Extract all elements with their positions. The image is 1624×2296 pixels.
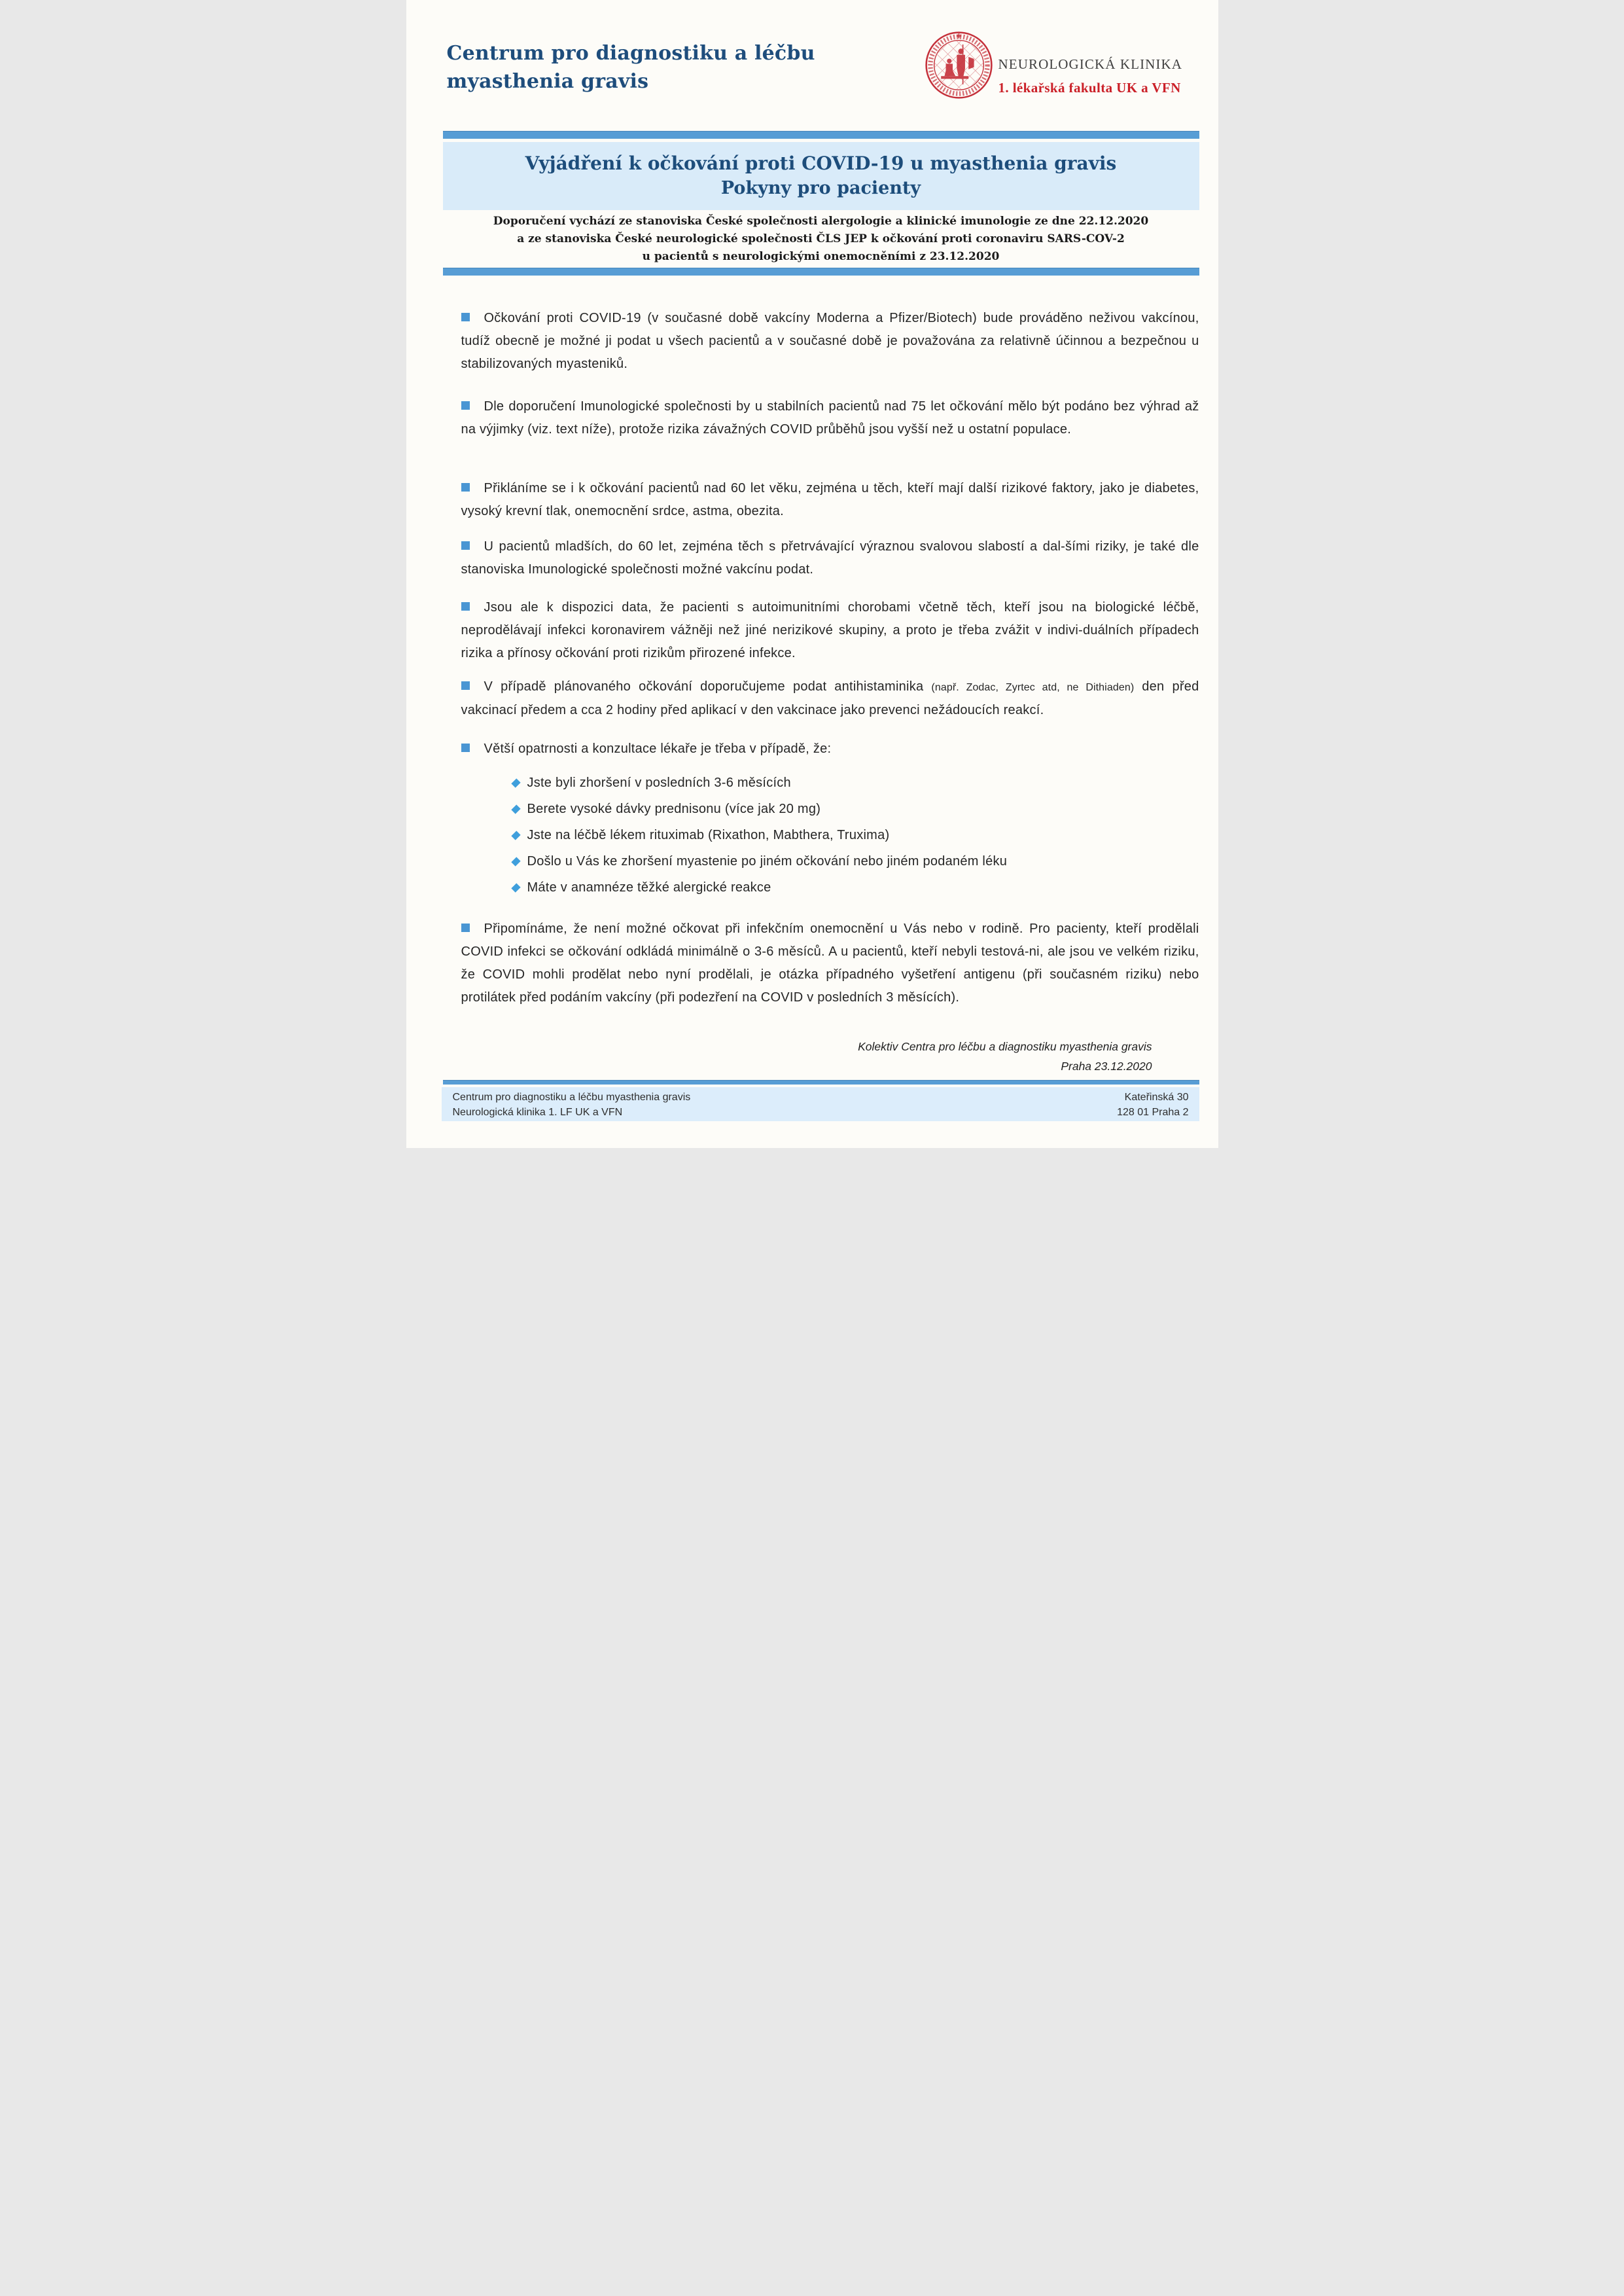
source-line1: Doporučení vychází ze stanoviska České společnosti alergologie a klinické imunologie ze dne 22.12.2020: [493, 215, 1149, 228]
square-bullet-icon: [461, 313, 470, 321]
source-line3: u pacientů s neurologickými onemocněními z 23.12.2020: [642, 250, 1000, 263]
org-name-line1: Centrum pro diagnostiku a léčbu: [446, 42, 815, 65]
square-bullet-icon: [461, 541, 470, 550]
bullet-paragraph: [461, 738, 1199, 761]
square-bullet-icon: [461, 401, 470, 410]
bullet-paragraph: [461, 918, 1199, 1009]
signature-author: Kolektiv Centra pro léčbu a diagnostiku myasthenia gravis: [858, 1040, 1152, 1053]
bullet-paragraph: [461, 535, 1199, 581]
university-seal-icon: [925, 31, 993, 99]
square-bullet-icon: [461, 924, 470, 932]
paragraph-text: V případě plánovaného očkování doporučujeme podat antihistaminika: [484, 679, 924, 694]
org-name: [447, 39, 815, 96]
signature-block: [694, 1037, 1152, 1076]
top-divider-bar: [443, 131, 1199, 139]
footer-org: Centrum pro diagnostiku a léčbu myasthenia gravis: [452, 1092, 691, 1103]
square-bullet-icon: [461, 602, 470, 611]
signature-date: Praha 23.12.2020: [1061, 1060, 1152, 1073]
footer-address-right: [1117, 1090, 1188, 1120]
document-title: Vyjádření k očkování proti COVID-19 u myasthenia gravis: [525, 152, 1117, 174]
bullet-paragraph: [461, 307, 1199, 376]
diamond-bullet-icon: [511, 831, 520, 840]
document-page: [406, 0, 1218, 1148]
paragraph-text: Dle doporučení Imunologické společnosti by u stabilních pacientů nad 75 let očkování mělo být podáno bez výhrad až na výjimky (viz. text níže), protože rizika závažných COVID průběhů jsou vyšší než u ostatní populace.: [461, 399, 1199, 437]
paragraph-text: Přikláníme se i k očkování pacientů nad 60 let věku, zejména u těch, kteří mají další rizikové faktory, jako je diabetes, vysoký krevní tlak, onemocnění srdce, astma, obezita.: [461, 481, 1199, 518]
footer-divider-bar: [443, 1080, 1199, 1085]
list-item-text: Berete vysoké dávky prednisonu (více jak 20 mg): [527, 802, 821, 816]
paragraph-text: Očkování proti COVID-19 (v současné době vakcíny Moderna a Pfizer/Biotech) bude prováděno neživou vakcínou, tudíž obecně je možné ji podat u všech pacientů a v současné době je považována za relativně účinnou a bezpečnou u stabilizovaných myasteniků.: [461, 311, 1199, 371]
footer-street: Kateřinská 30: [1124, 1092, 1189, 1103]
bullet-paragraph: [461, 477, 1199, 523]
footer-panel: [442, 1087, 1199, 1121]
org-name-line2: myasthenia gravis: [446, 70, 649, 93]
second-divider-bar: [443, 268, 1199, 276]
paragraph-text: U pacientů mladších, do 60 let, zejména těch s přetrvávající výraznou svalovou slabostí a dal-šími riziky, je také dle stanoviska Imunologické společnosti možné vakcínu podat.: [461, 539, 1199, 577]
footer-city: 128 01 Praha 2: [1117, 1107, 1189, 1118]
square-bullet-icon: [461, 681, 470, 690]
diamond-bullet-icon: [511, 778, 520, 787]
footer-clinic: Neurologická klinika 1. LF UK a VFN: [452, 1107, 623, 1118]
bullet-paragraph: [461, 395, 1199, 441]
list-item: [513, 822, 1167, 848]
list-item-text: Jste byli zhoršení v posledních 3-6 měsících: [527, 776, 791, 790]
footer-address-left: [453, 1090, 691, 1120]
square-bullet-icon: [461, 483, 470, 492]
document-subtitle-heading: Pokyny pro pacienty: [720, 178, 921, 198]
source-line2: a ze stanoviska České neurologické společnosti ČLS JEP k očkování proti coronaviru SARS-COV-2: [517, 232, 1125, 245]
paragraph-text: Připomínáme, že není možné očkovat při infekčním onemocnění u Vás nebo v rodině. Pro pacienty, kteří prodělali COVID infekci se očkování odkládá minimálně o 3-6 měsíců. A u pacientů, kteří nebyli testová-ni, ale jsou ve velkém riziku, že COVID mohli prodělat nebo nyní prodělali, je otázka případného vyšetření antigenu (při současném riziku) nebo protilátek před podáním vakcíny (při podezření na COVID v posledních 3 měsících).: [461, 922, 1199, 1005]
title-panel: [443, 142, 1199, 210]
list-item: [513, 874, 1167, 901]
faculty-name: 1. lékařská fakulta UK a VFN: [998, 80, 1181, 96]
list-item: [513, 770, 1167, 796]
paragraph-text: den před vakcinací předem a cca 2 hodiny před aplikací v den vakcinace jako prevenci nežádoucích reakcí.: [461, 679, 1199, 717]
square-bullet-icon: [461, 744, 470, 752]
list-item-text: Máte v anamnéze těžké alergické reakce: [527, 880, 771, 895]
clinic-name: NEUROLOGICKÁ KLINIKA: [998, 56, 1183, 72]
diamond-bullet-icon: [511, 857, 520, 866]
paragraph-small-note: (např. Zodac, Zyrtec atd, ne Dithiaden): [931, 682, 1135, 693]
paragraph-text: Jsou ale k dispozici data, že pacienti s autoimunitními chorobami včetně těch, kteří jsou na biologické léčbě, neprodělávají infekci koronavirem vážněji než jiné nerizikové skupiny, a proto je třeba zvážit v indivi-duálních případech rizika a přínosy očkování proti rizikům přirozené infekce.: [461, 600, 1199, 660]
diamond-bullet-icon: [511, 804, 520, 814]
diamond-bullet-icon: [511, 883, 520, 892]
list-item-text: Došlo u Vás ke zhoršení myastenie po jiném očkování nebo jiném podaném léku: [527, 854, 1008, 869]
recommendation-source: [443, 213, 1199, 266]
list-item-text: Jste na léčbě lékem rituximab (Rixathon, Mabthera, Truxima): [527, 828, 890, 842]
bullet-paragraph: [461, 596, 1199, 665]
sub-bullet-list: [513, 770, 1167, 901]
list-item: [513, 796, 1167, 822]
bullet-paragraph: [461, 675, 1199, 722]
list-item: [513, 848, 1167, 874]
paragraph-text: Větší opatrnosti a konzultace lékaře je třeba v případě, že:: [484, 742, 832, 756]
